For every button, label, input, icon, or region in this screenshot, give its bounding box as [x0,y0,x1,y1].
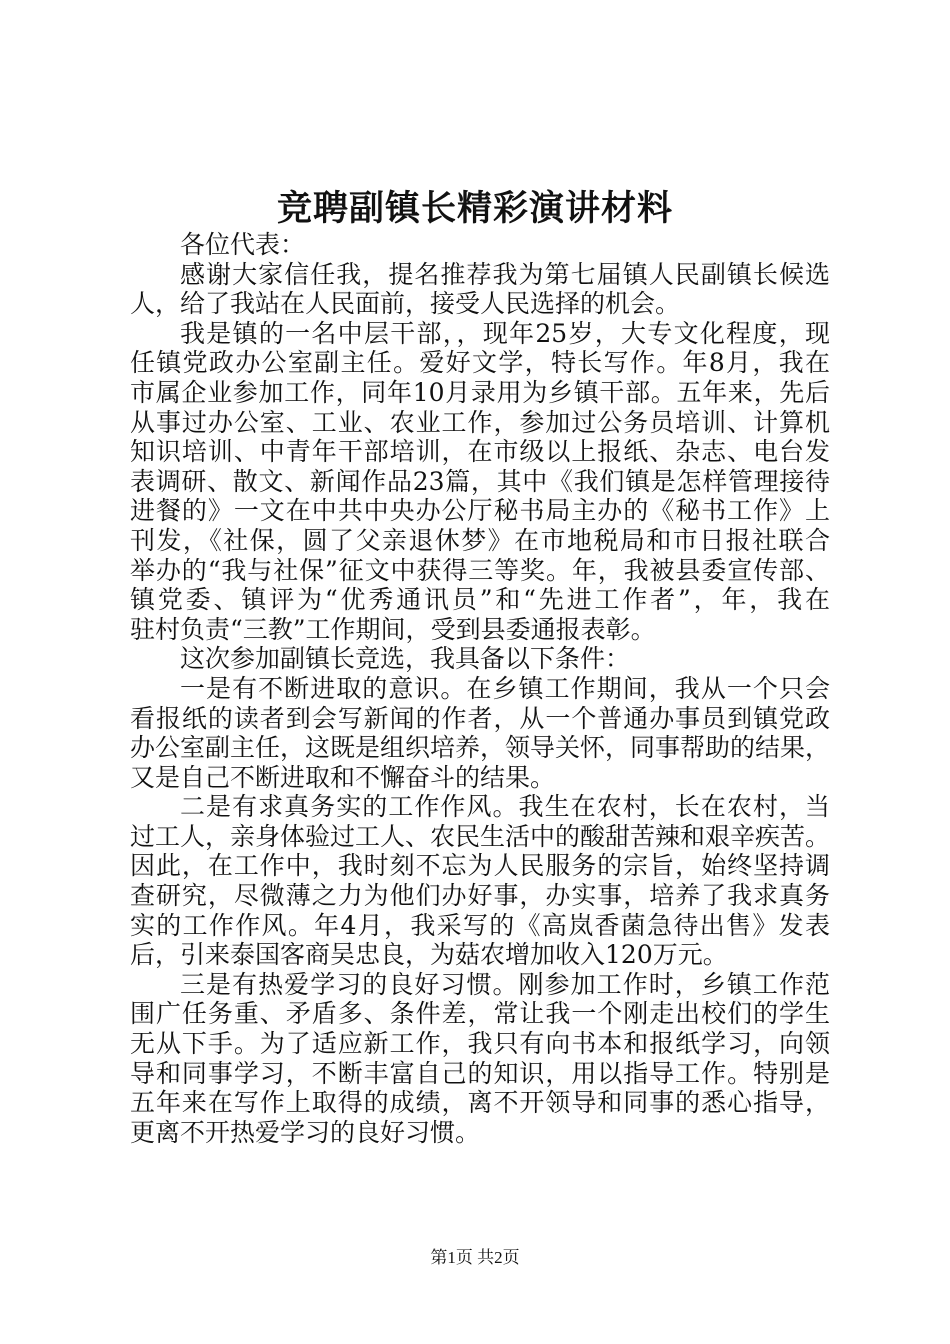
text-line: 后，引来泰国客商吴忠良，为菇农增加收入120万元。 [130,940,728,970]
text-line: 过工人，亲身体验过工人、农民生活中的酸甜苦辣和艰辛疾苦。 [130,821,831,851]
page-footer: 第1页 共2页 [430,1248,520,1267]
text-line: 五年来在写作上取得的成绩，离不开领导和同事的悉心指导， [130,1088,830,1118]
document-body [130,230,830,1147]
text-line: 市属企业参加工作，同年10月录用为乡镇干部。五年来，先后 [130,377,830,407]
text-line: 实的工作作风。年4月，我采写的《高岚香菌急待出售》发表 [130,910,830,940]
text-line: 人，给了我站在人民面前，接受人民选择的机会。 [130,289,681,319]
text-line: 表调研、散文、新闻作品23篇，其中《我们镇是怎样管理接待 [130,466,830,496]
text-line: 知识培训、中青年干部培训，在市级以上报纸、杂志、电台发 [130,437,830,467]
text-line: 办公室副主任，这既是组织培养，领导关怀，同事帮助的结果， [130,733,831,763]
text-line: 导和同事学习，不断丰富自己的知识，用以指导工作。特别是 [130,1058,830,1088]
text-line: 进餐的》一文在中共中央办公厅秘书局主办的《秘书工作》上 [130,496,830,526]
text-line: 三是有热爱学习的良好习惯。刚参加工作时，乡镇工作范 [180,969,830,999]
text-line: 我是镇的一名中层干部，，现年25岁，大专文化程度，现 [180,318,830,348]
text-line: 举办的“我与社保”征文中获得三等奖。年，我被县委宣传部、 [130,555,830,585]
text-line: 一是有不断进取的意识。在乡镇工作期间，我从一个只会 [180,673,830,703]
text-line: 二是有求真务实的工作作风。我生在农村，长在农村，当 [180,792,830,822]
text-line: 刊发，《社保，圆了父亲退休梦》在市地税局和市日报社联合 [130,525,830,555]
text-line: 查研究，尽微薄之力为他们办好事，办实事，培养了我求真务 [130,881,830,911]
text-line: 看报纸的读者到会写新闻的作者，从一个普通办事员到镇党政 [130,703,830,733]
text-line: 镇党委、镇评为“优秀通讯员”和“先进工作者”，年，我在 [130,585,830,615]
text-line: 无从下手。为了适应新工作，我只有向书本和报纸学习，向领 [130,1029,830,1059]
text-line: 感谢大家信任我，提名推荐我为第七届镇人民副镇长候选 [180,259,830,289]
text-line: 各位代表： [180,230,306,259]
text-line: 围广任务重、矛盾多、条件差，常让我一个刚走出校们的学生 [130,999,830,1029]
text-line: 驻村负责“三教”工作期间，受到县委通报表彰。 [130,614,656,644]
text-line: 这次参加副镇长竞选，我具备以下条件： [180,644,631,674]
text-line: 更离不开热爱学习的良好习惯。 [130,1117,481,1147]
text-line: 任镇党政办公室副主任。爱好文学，特长写作。年8月，我在 [130,348,830,378]
document-title: 竞聘副镇长精彩演讲材料 [276,188,673,229]
text-line: 因此，在工作中，我时刻不忘为人民服务的宗旨，始终坚持调 [130,851,830,881]
text-line: 从事过办公室、工业、农业工作，参加过公务员培训、计算机 [130,407,830,437]
text-line: 又是自己不断进取和不懈奋斗的结果。 [130,762,556,792]
